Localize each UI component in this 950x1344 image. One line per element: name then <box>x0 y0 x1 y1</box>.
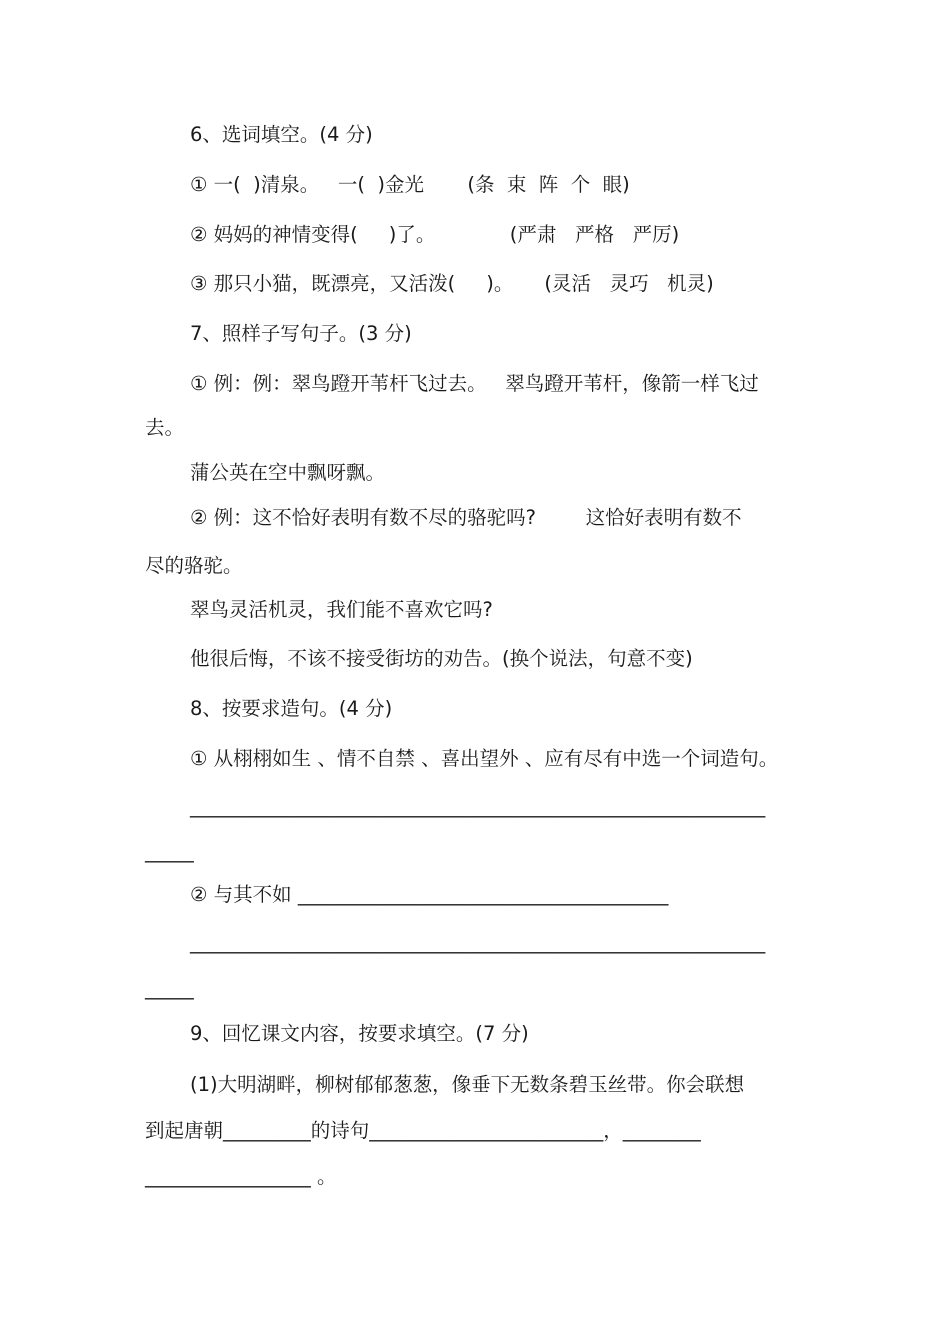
answer-line: ___________________________________________________________ <box>190 795 766 818</box>
question-7-heading: 7、照样子写句子。(3 分) <box>190 322 412 345</box>
question-7-example-1-cont: 去。 <box>145 416 185 439</box>
question-7-task-3: 他很后悔，不该不接受街坊的劝告。(换个说法，句意不变) <box>190 647 693 670</box>
question-6-item-3: ③ 那只小猫，既漂亮，又活泼( )。 (灵活 灵巧 机灵) <box>190 272 714 295</box>
answer-line: _____ <box>145 977 194 1000</box>
question-7-example-2-cont: 尽的骆驼。 <box>145 554 243 577</box>
question-8-item-2: ② 与其不如 ______________________________________ <box>190 883 669 906</box>
question-7-example-2: ② 例：这不恰好表明有数不尽的骆驼吗? 这恰好表明有数不 <box>190 506 742 529</box>
question-7-task-1: 蒲公英在空中飘呀飘。 <box>190 461 386 484</box>
answer-line: ___________________________________________________________ <box>190 931 766 954</box>
question-6-item-2: ② 妈妈的神情变得( )了。 (严肃 严格 严厉) <box>190 223 680 246</box>
question-9-item-1-cont: 到起唐朝_________的诗句________________________，________ <box>145 1119 701 1142</box>
question-7-example-1: ① 例：例：翠鸟蹬开苇杆飞过去。 翠鸟蹬开苇杆，像箭一样飞过 <box>190 372 759 395</box>
question-9-item-1-end: _________________ 。 <box>145 1165 337 1188</box>
question-8-item-1: ① 从栩栩如生 、情不自禁 、喜出望外 、应有尽有中选一个词造句。 <box>190 747 779 770</box>
question-7-task-2: 翠鸟灵活机灵，我们能不喜欢它吗? <box>190 598 493 621</box>
question-6-heading: 6、选词填空。(4 分) <box>190 123 373 146</box>
question-9-heading: 9、回忆课文内容，按要求填空。(7 分) <box>190 1022 529 1045</box>
question-8-heading: 8、按要求造句。(4 分) <box>190 697 393 720</box>
question-6-item-1: ① 一( )清泉。 一( )金光 (条 束 阵 个 眼) <box>190 173 630 196</box>
answer-line: _____ <box>145 840 194 863</box>
question-9-item-1: (1)大明湖畔，柳树郁郁葱葱，像垂下无数条碧玉丝带。你会联想 <box>190 1073 745 1096</box>
